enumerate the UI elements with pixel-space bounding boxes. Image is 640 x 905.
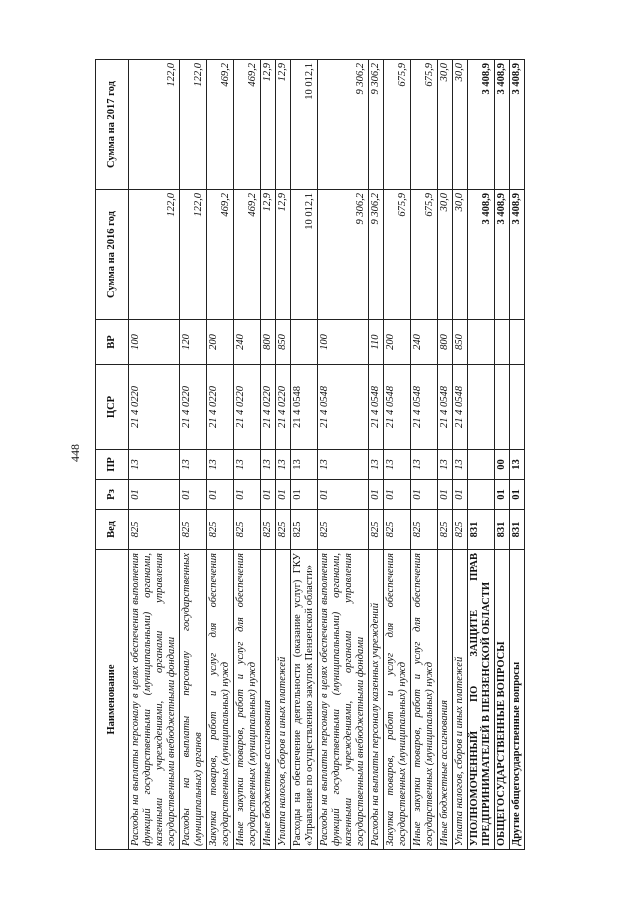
cell-rz: 01 bbox=[261, 480, 276, 510]
cell-sum-2017: 675,9 bbox=[384, 60, 411, 190]
cell-vr: 200 bbox=[384, 320, 411, 365]
header-csr: ЦСР bbox=[96, 365, 129, 450]
cell-sum-2017: 9 306,2 bbox=[369, 60, 384, 190]
table-row bbox=[369, 60, 384, 850]
cell-sum-2017: 3 408,9 bbox=[468, 60, 495, 190]
table-row bbox=[207, 60, 234, 850]
table-row bbox=[438, 60, 453, 850]
cell-ved: 831 bbox=[468, 510, 495, 550]
cell-ved: 825 bbox=[276, 510, 291, 550]
cell-vr: 100 bbox=[129, 320, 180, 365]
cell-rz bbox=[468, 480, 495, 510]
cell-sum-2016: 675,9 bbox=[384, 190, 411, 320]
cell-sum-2017: 469,2 bbox=[234, 60, 261, 190]
header-ved: Вед bbox=[96, 510, 129, 550]
cell-vr bbox=[468, 320, 495, 365]
table-row bbox=[411, 60, 438, 850]
cell-rz: 01 bbox=[453, 480, 468, 510]
cell-ved: 825 bbox=[180, 510, 207, 550]
cell-vr bbox=[510, 320, 525, 365]
cell-csr bbox=[510, 365, 525, 450]
cell-csr: 21 4 0548 bbox=[438, 365, 453, 450]
cell-pr: 13 bbox=[384, 450, 411, 480]
cell-ved: 825 bbox=[369, 510, 384, 550]
cell-csr: 21 4 0548 bbox=[411, 365, 438, 450]
cell-sum-2016: 3 408,9 bbox=[468, 190, 495, 320]
cell-sum-2016: 12,9 bbox=[276, 190, 291, 320]
cell-sum-2017: 9 306,2 bbox=[318, 60, 369, 190]
cell-pr: 13 bbox=[207, 450, 234, 480]
header-pr: ПР bbox=[96, 450, 129, 480]
cell-ved: 825 bbox=[207, 510, 234, 550]
cell-name: Уплата налогов, сборов и иных платежей bbox=[453, 550, 468, 850]
cell-name: Уплата налогов, сборов и иных платежей bbox=[276, 550, 291, 850]
table-body bbox=[129, 60, 525, 850]
rotated-page bbox=[95, 60, 565, 850]
header-sum-2017: Сумма на 2017 год bbox=[96, 60, 129, 190]
cell-ved: 825 bbox=[261, 510, 276, 550]
table-header-row bbox=[96, 60, 129, 850]
header-name: Наименование bbox=[96, 550, 129, 850]
cell-csr: 21 4 0548 bbox=[318, 365, 369, 450]
table-row bbox=[453, 60, 468, 850]
cell-name: Закупка товаров, работ и услуг для обеспечения государственных (муниципальных) нужд bbox=[207, 550, 234, 850]
cell-csr bbox=[468, 365, 495, 450]
cell-sum-2016: 122,0 bbox=[180, 190, 207, 320]
cell-name: ОБЩЕГОСУДАРСТВЕННЫЕ ВОПРОСЫ bbox=[495, 550, 510, 850]
cell-vr: 200 bbox=[207, 320, 234, 365]
cell-sum-2016: 9 306,2 bbox=[369, 190, 384, 320]
budget-table bbox=[95, 59, 525, 850]
cell-sum-2017: 3 408,9 bbox=[510, 60, 525, 190]
cell-sum-2016: 10 012,1 bbox=[291, 190, 318, 320]
cell-name: Расходы на выплаты персоналу в целях обеспечения выполнения функций государственными (муниципальными) органами, казенными учреждениями, органами управления государственными внебюджетными фондами bbox=[129, 550, 180, 850]
cell-sum-2017: 122,0 bbox=[129, 60, 180, 190]
table-row bbox=[318, 60, 369, 850]
cell-vr: 850 bbox=[453, 320, 468, 365]
cell-rz: 01 bbox=[291, 480, 318, 510]
cell-vr: 800 bbox=[438, 320, 453, 365]
cell-rz: 01 bbox=[411, 480, 438, 510]
cell-name: Иные бюджетные ассигнования bbox=[261, 550, 276, 850]
header-rz: Рз bbox=[96, 480, 129, 510]
cell-csr: 21 4 0220 bbox=[129, 365, 180, 450]
cell-vr bbox=[291, 320, 318, 365]
table-row bbox=[276, 60, 291, 850]
cell-name: Иные бюджетные ассигнования bbox=[438, 550, 453, 850]
cell-ved: 825 bbox=[291, 510, 318, 550]
cell-pr: 13 bbox=[438, 450, 453, 480]
cell-sum-2017: 122,0 bbox=[180, 60, 207, 190]
cell-vr: 240 bbox=[411, 320, 438, 365]
cell-sum-2016: 3 408,9 bbox=[495, 190, 510, 320]
cell-csr: 21 4 0220 bbox=[207, 365, 234, 450]
cell-rz: 01 bbox=[510, 480, 525, 510]
cell-name: Другие общегосударственные вопросы bbox=[510, 550, 525, 850]
table-row bbox=[468, 60, 495, 850]
cell-vr: 850 bbox=[276, 320, 291, 365]
cell-vr: 100 bbox=[318, 320, 369, 365]
cell-name: УПОЛНОМОЧЕННЫЙ ПО ЗАЩИТЕ ПРАВ ПРЕДПРИНИМАТЕЛЕЙ В ПЕНЗЕНСКОЙ ОБЛАСТИ bbox=[468, 550, 495, 850]
cell-sum-2016: 30,0 bbox=[453, 190, 468, 320]
cell-sum-2017: 3 408,9 bbox=[495, 60, 510, 190]
cell-pr: 00 bbox=[495, 450, 510, 480]
cell-sum-2017: 10 012,1 bbox=[291, 60, 318, 190]
cell-rz: 01 bbox=[207, 480, 234, 510]
cell-sum-2016: 12,9 bbox=[261, 190, 276, 320]
cell-sum-2016: 30,0 bbox=[438, 190, 453, 320]
cell-csr: 21 4 0548 bbox=[384, 365, 411, 450]
cell-sum-2017: 12,9 bbox=[276, 60, 291, 190]
table-row bbox=[495, 60, 510, 850]
cell-sum-2016: 3 408,9 bbox=[510, 190, 525, 320]
cell-rz: 01 bbox=[276, 480, 291, 510]
cell-csr: 21 4 0220 bbox=[276, 365, 291, 450]
cell-csr: 21 4 0220 bbox=[234, 365, 261, 450]
cell-pr: 13 bbox=[276, 450, 291, 480]
cell-name: Расходы на выплаты персоналу в целях обеспечения выполнения функций государственными (муниципальными) органами, казенными учреждениями, органами управления государственными внебюджетными фондами bbox=[318, 550, 369, 850]
cell-pr: 13 bbox=[411, 450, 438, 480]
cell-pr: 13 bbox=[318, 450, 369, 480]
cell-sum-2017: 30,0 bbox=[438, 60, 453, 190]
cell-name: Иные закупки товаров, работ и услуг для обеспечения государственных (муниципальных) нужд bbox=[411, 550, 438, 850]
cell-pr: 13 bbox=[291, 450, 318, 480]
cell-ved: 825 bbox=[411, 510, 438, 550]
cell-rz: 01 bbox=[495, 480, 510, 510]
cell-sum-2016: 122,0 bbox=[129, 190, 180, 320]
cell-pr: 13 bbox=[180, 450, 207, 480]
cell-ved: 831 bbox=[510, 510, 525, 550]
cell-ved: 831 bbox=[495, 510, 510, 550]
cell-sum-2017: 675,9 bbox=[411, 60, 438, 190]
cell-name: Закупка товаров, работ и услуг для обеспечения государственных (муниципальных) нужд bbox=[384, 550, 411, 850]
cell-rz: 01 bbox=[384, 480, 411, 510]
table-row bbox=[234, 60, 261, 850]
cell-vr: 110 bbox=[369, 320, 384, 365]
cell-ved: 825 bbox=[129, 510, 180, 550]
cell-pr: 13 bbox=[129, 450, 180, 480]
cell-rz: 01 bbox=[369, 480, 384, 510]
cell-sum-2016: 469,2 bbox=[207, 190, 234, 320]
table-row bbox=[291, 60, 318, 850]
cell-pr bbox=[468, 450, 495, 480]
table-row bbox=[384, 60, 411, 850]
table-row bbox=[261, 60, 276, 850]
cell-sum-2017: 12,9 bbox=[261, 60, 276, 190]
cell-vr: 120 bbox=[180, 320, 207, 365]
cell-pr: 13 bbox=[234, 450, 261, 480]
cell-vr: 240 bbox=[234, 320, 261, 365]
cell-sum-2017: 30,0 bbox=[453, 60, 468, 190]
cell-ved: 825 bbox=[384, 510, 411, 550]
cell-name: Расходы на обеспечение деятельности (оказание услуг) ГКУ «Управление по осуществлению закупок Пензенской области» bbox=[291, 550, 318, 850]
cell-vr bbox=[495, 320, 510, 365]
cell-sum-2016: 675,9 bbox=[411, 190, 438, 320]
cell-sum-2016: 9 306,2 bbox=[318, 190, 369, 320]
cell-pr: 13 bbox=[369, 450, 384, 480]
cell-csr: 21 4 0548 bbox=[291, 365, 318, 450]
cell-ved: 825 bbox=[234, 510, 261, 550]
cell-csr: 21 4 0220 bbox=[261, 365, 276, 450]
table-row bbox=[510, 60, 525, 850]
cell-sum-2017: 469,2 bbox=[207, 60, 234, 190]
cell-csr: 21 4 0548 bbox=[453, 365, 468, 450]
cell-name: Расходы на выплаты персоналу казенных учреждений bbox=[369, 550, 384, 850]
cell-ved: 825 bbox=[318, 510, 369, 550]
cell-pr: 13 bbox=[261, 450, 276, 480]
cell-csr: 21 4 0220 bbox=[180, 365, 207, 450]
table-row bbox=[129, 60, 180, 850]
cell-ved: 825 bbox=[438, 510, 453, 550]
cell-vr: 800 bbox=[261, 320, 276, 365]
cell-rz: 01 bbox=[318, 480, 369, 510]
header-vr: ВР bbox=[96, 320, 129, 365]
page-number: 448 bbox=[68, 444, 82, 462]
cell-name: Иные закупки товаров, работ и услуг для обеспечения государственных (муниципальных) нужд bbox=[234, 550, 261, 850]
header-sum-2016: Сумма на 2016 год bbox=[96, 190, 129, 320]
table-row bbox=[180, 60, 207, 850]
cell-rz: 01 bbox=[180, 480, 207, 510]
cell-name: Расходы на выплаты персоналу государственных (муниципальных) органов bbox=[180, 550, 207, 850]
cell-rz: 01 bbox=[438, 480, 453, 510]
cell-sum-2016: 469,2 bbox=[234, 190, 261, 320]
cell-pr: 13 bbox=[453, 450, 468, 480]
cell-ved: 825 bbox=[453, 510, 468, 550]
cell-csr: 21 4 0548 bbox=[369, 365, 384, 450]
cell-rz: 01 bbox=[129, 480, 180, 510]
cell-rz: 01 bbox=[234, 480, 261, 510]
cell-pr: 13 bbox=[510, 450, 525, 480]
cell-csr bbox=[495, 365, 510, 450]
